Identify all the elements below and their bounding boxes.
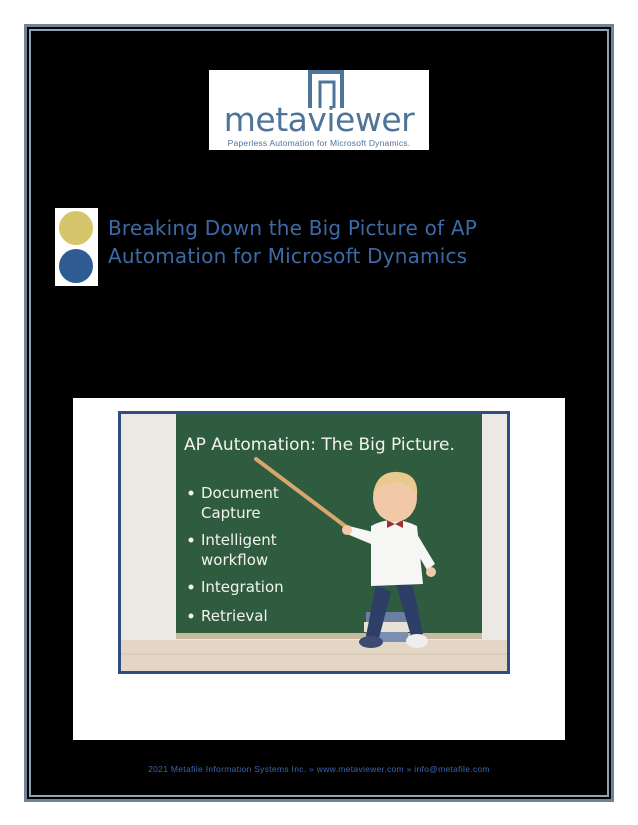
chalkboard-scene bbox=[121, 414, 507, 671]
bullet-icon bbox=[189, 491, 194, 496]
chalkboard-heading: AP Automation: The Big Picture. bbox=[184, 435, 455, 455]
blue-dot-icon bbox=[59, 249, 93, 283]
document-title-line-2: Automation for Microsoft Dynamics bbox=[108, 244, 468, 268]
bullet-2-line-2: workflow bbox=[201, 551, 269, 569]
logo-tagline: Paperless Automation for Microsoft Dynamics. bbox=[227, 138, 411, 148]
footer-text: 2021 Metafile Information Systems Inc. » www.metaviewer.com » info@metafile.com bbox=[148, 764, 490, 774]
bullet-icon bbox=[189, 538, 194, 543]
bullet-1-line-2: Capture bbox=[201, 504, 261, 522]
logo bbox=[209, 70, 429, 150]
bullet-3-line-1: Integration bbox=[201, 578, 284, 596]
yellow-dot-icon bbox=[59, 211, 93, 245]
bullet-icon bbox=[189, 585, 194, 590]
bullet-2-line-1: Intelligent bbox=[201, 531, 277, 549]
bullet-1-line-1: Document bbox=[201, 484, 279, 502]
bullet-4-line-1: Retrieval bbox=[201, 607, 268, 625]
chalkboard-photo bbox=[118, 411, 510, 674]
bullet-icon bbox=[189, 614, 194, 619]
cover-photo bbox=[73, 398, 565, 740]
decorative-dots bbox=[55, 208, 98, 286]
logo-wordmark: metaviewer bbox=[223, 100, 415, 139]
document-title-line-1: Breaking Down the Big Picture of AP bbox=[108, 216, 477, 240]
